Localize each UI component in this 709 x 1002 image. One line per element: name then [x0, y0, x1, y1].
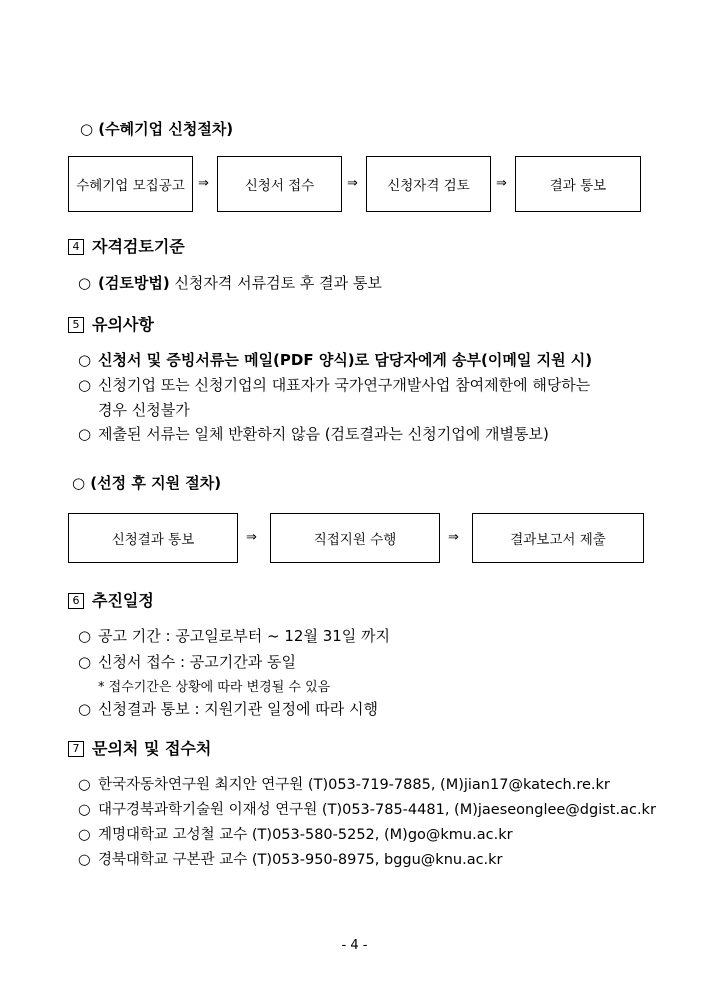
- flow-step-notify: 신청결과 통보: [68, 513, 238, 563]
- flow-step-recruitment: 수혜기업 모집공고: [68, 156, 193, 212]
- section-title: 유의사항: [92, 315, 154, 334]
- contact-item: ○ 대구경북과학기술원 이재성 연구원 (T)053-785-4481, (M)jaeseonglee@dgist.ac.kr: [78, 802, 656, 818]
- flow-step-review: 신청자격 검토: [366, 156, 491, 212]
- list-item: ○ 신청서 접수 : 공고기간과 동일: [78, 653, 297, 671]
- section-number: 7: [68, 741, 84, 757]
- flow-arrow: ⇒: [496, 176, 507, 191]
- section-title: 자격검토기준: [92, 237, 185, 256]
- list-item: ○ 신청기업 또는 신청기업의 대표자가 국가연구개발사업 참여제한에 해당하는: [78, 376, 591, 394]
- bullet-icon: ○: [78, 376, 92, 394]
- section-title: 추진일정: [92, 591, 154, 610]
- section-number: 4: [68, 239, 84, 255]
- section-title: 문의처 및 접수처: [92, 739, 212, 758]
- section-5-heading: [68, 312, 154, 335]
- section-6-heading: [68, 588, 154, 611]
- list-item-continuation: 경우 신청불가: [98, 401, 190, 419]
- section-number: 6: [68, 593, 84, 609]
- bullet-icon: ○: [78, 274, 92, 292]
- list-item: ○ 공고 기간 : 공고일로부터 ~ 12월 31일 까지: [78, 627, 391, 645]
- flow-arrow: ⇒: [246, 530, 257, 545]
- list-item: ○ 신청결과 통보 : 지원기관 일정에 따라 시행: [78, 700, 378, 718]
- bullet-icon: ○: [78, 777, 91, 793]
- flow-step-report: 결과보고서 제출: [472, 513, 644, 563]
- contact-item: ○ 계명대학교 고성철 교수 (T)053-580-5252, (M)go@kmu.ac.kr: [78, 827, 513, 843]
- contact-item: ○ 경북대학교 구본관 교수 (T)053-950-8975, bggu@knu.ac.kr: [78, 852, 503, 868]
- list-item: ○ 신청서 및 증빙서류는 메일(PDF 양식)로 담당자에게 송부(이메일 지원 시): [78, 351, 593, 369]
- section-7-heading: [68, 736, 211, 759]
- list-item: ○ (검토방법) 신청자격 서류검토 후 결과 통보: [78, 274, 382, 292]
- flow-arrow: ⇒: [448, 530, 459, 545]
- bullet-icon: ○: [78, 425, 92, 443]
- flow-arrow: ⇒: [198, 176, 209, 191]
- page-number: - 4 -: [341, 938, 368, 953]
- procedure-heading: ○ (수혜기업 신청절차): [80, 120, 234, 138]
- flow-step-result: 결과 통보: [515, 156, 641, 212]
- bullet-icon: ○: [78, 827, 91, 843]
- list-item: ○ 제출된 서류는 일체 반환하지 않음 (검토결과는 신청기업에 개별통보): [78, 425, 549, 443]
- bullet-icon: ○: [78, 653, 92, 671]
- bullet-icon: ○: [78, 802, 91, 818]
- flow-step-direct-support: 직접지원 수행: [270, 513, 440, 563]
- section-number: 5: [68, 317, 84, 333]
- flow-arrow: ⇒: [347, 176, 358, 191]
- section-4-heading: [68, 234, 185, 257]
- bullet-icon: ○: [78, 627, 92, 645]
- bullet-icon: ○: [78, 351, 92, 369]
- note: * 접수기간은 상황에 따라 변경될 수 있음: [98, 680, 331, 695]
- bullet-icon: ○: [78, 852, 91, 868]
- flow-step-application: 신청서 접수: [217, 156, 342, 212]
- bullet-icon: ○: [78, 700, 92, 718]
- contact-item: ○ 한국자동차연구원 최지안 연구원 (T)053-719-7885, (M)jian17@katech.re.kr: [78, 777, 610, 793]
- support-procedure-heading: ○ (선정 후 지원 절차): [72, 474, 222, 492]
